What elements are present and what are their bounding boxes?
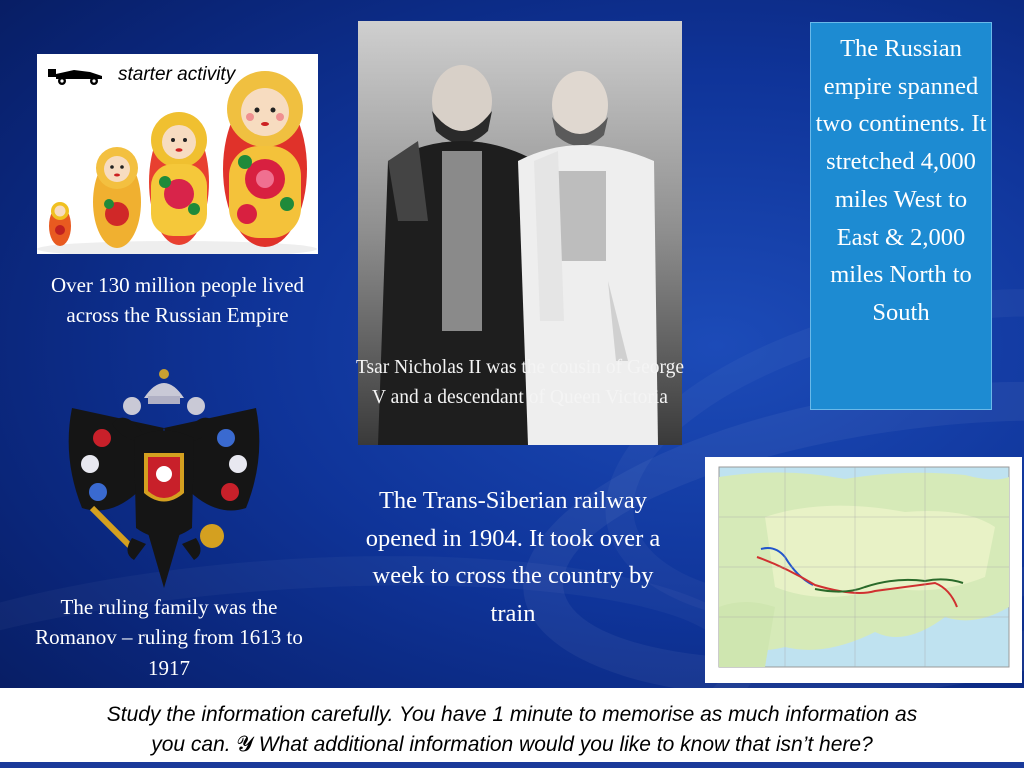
instruction-text [0, 700, 1024, 760]
photo-caption: Tsar Nicholas II was the cousin of George V and a descendant of Queen Victoria [355, 357, 685, 408]
trans-siberian-map [705, 457, 1022, 683]
instruction-line-3: What additional information would you like to know that isn’t here? [252, 732, 873, 756]
thinking-icon: 𝓨 [236, 732, 253, 756]
racing-car-icon [46, 66, 106, 91]
starter-activity-label: starter activity [118, 64, 236, 85]
bottom-divider [0, 762, 1024, 768]
imperial-coat-of-arms-image [62, 368, 266, 594]
railway-caption: The Trans-Siberian railway opened in 1904. It took over a week to cross the country by train [365, 487, 661, 628]
instruction-line-2: you can. [151, 732, 237, 756]
empire-size-text: The Russian empire spanned two continents. It stretched 4,000 miles West to East & 2,000 miles North to South [815, 35, 987, 327]
population-caption: Over 130 million people lived across the Russian Empire [50, 273, 305, 328]
instruction-line-1: Study the information carefully. You have 1 minute to memorise as much information as [106, 703, 918, 726]
romanov-caption: The ruling family was the Romanov – ruling from 1613 to 1917 [35, 595, 303, 680]
